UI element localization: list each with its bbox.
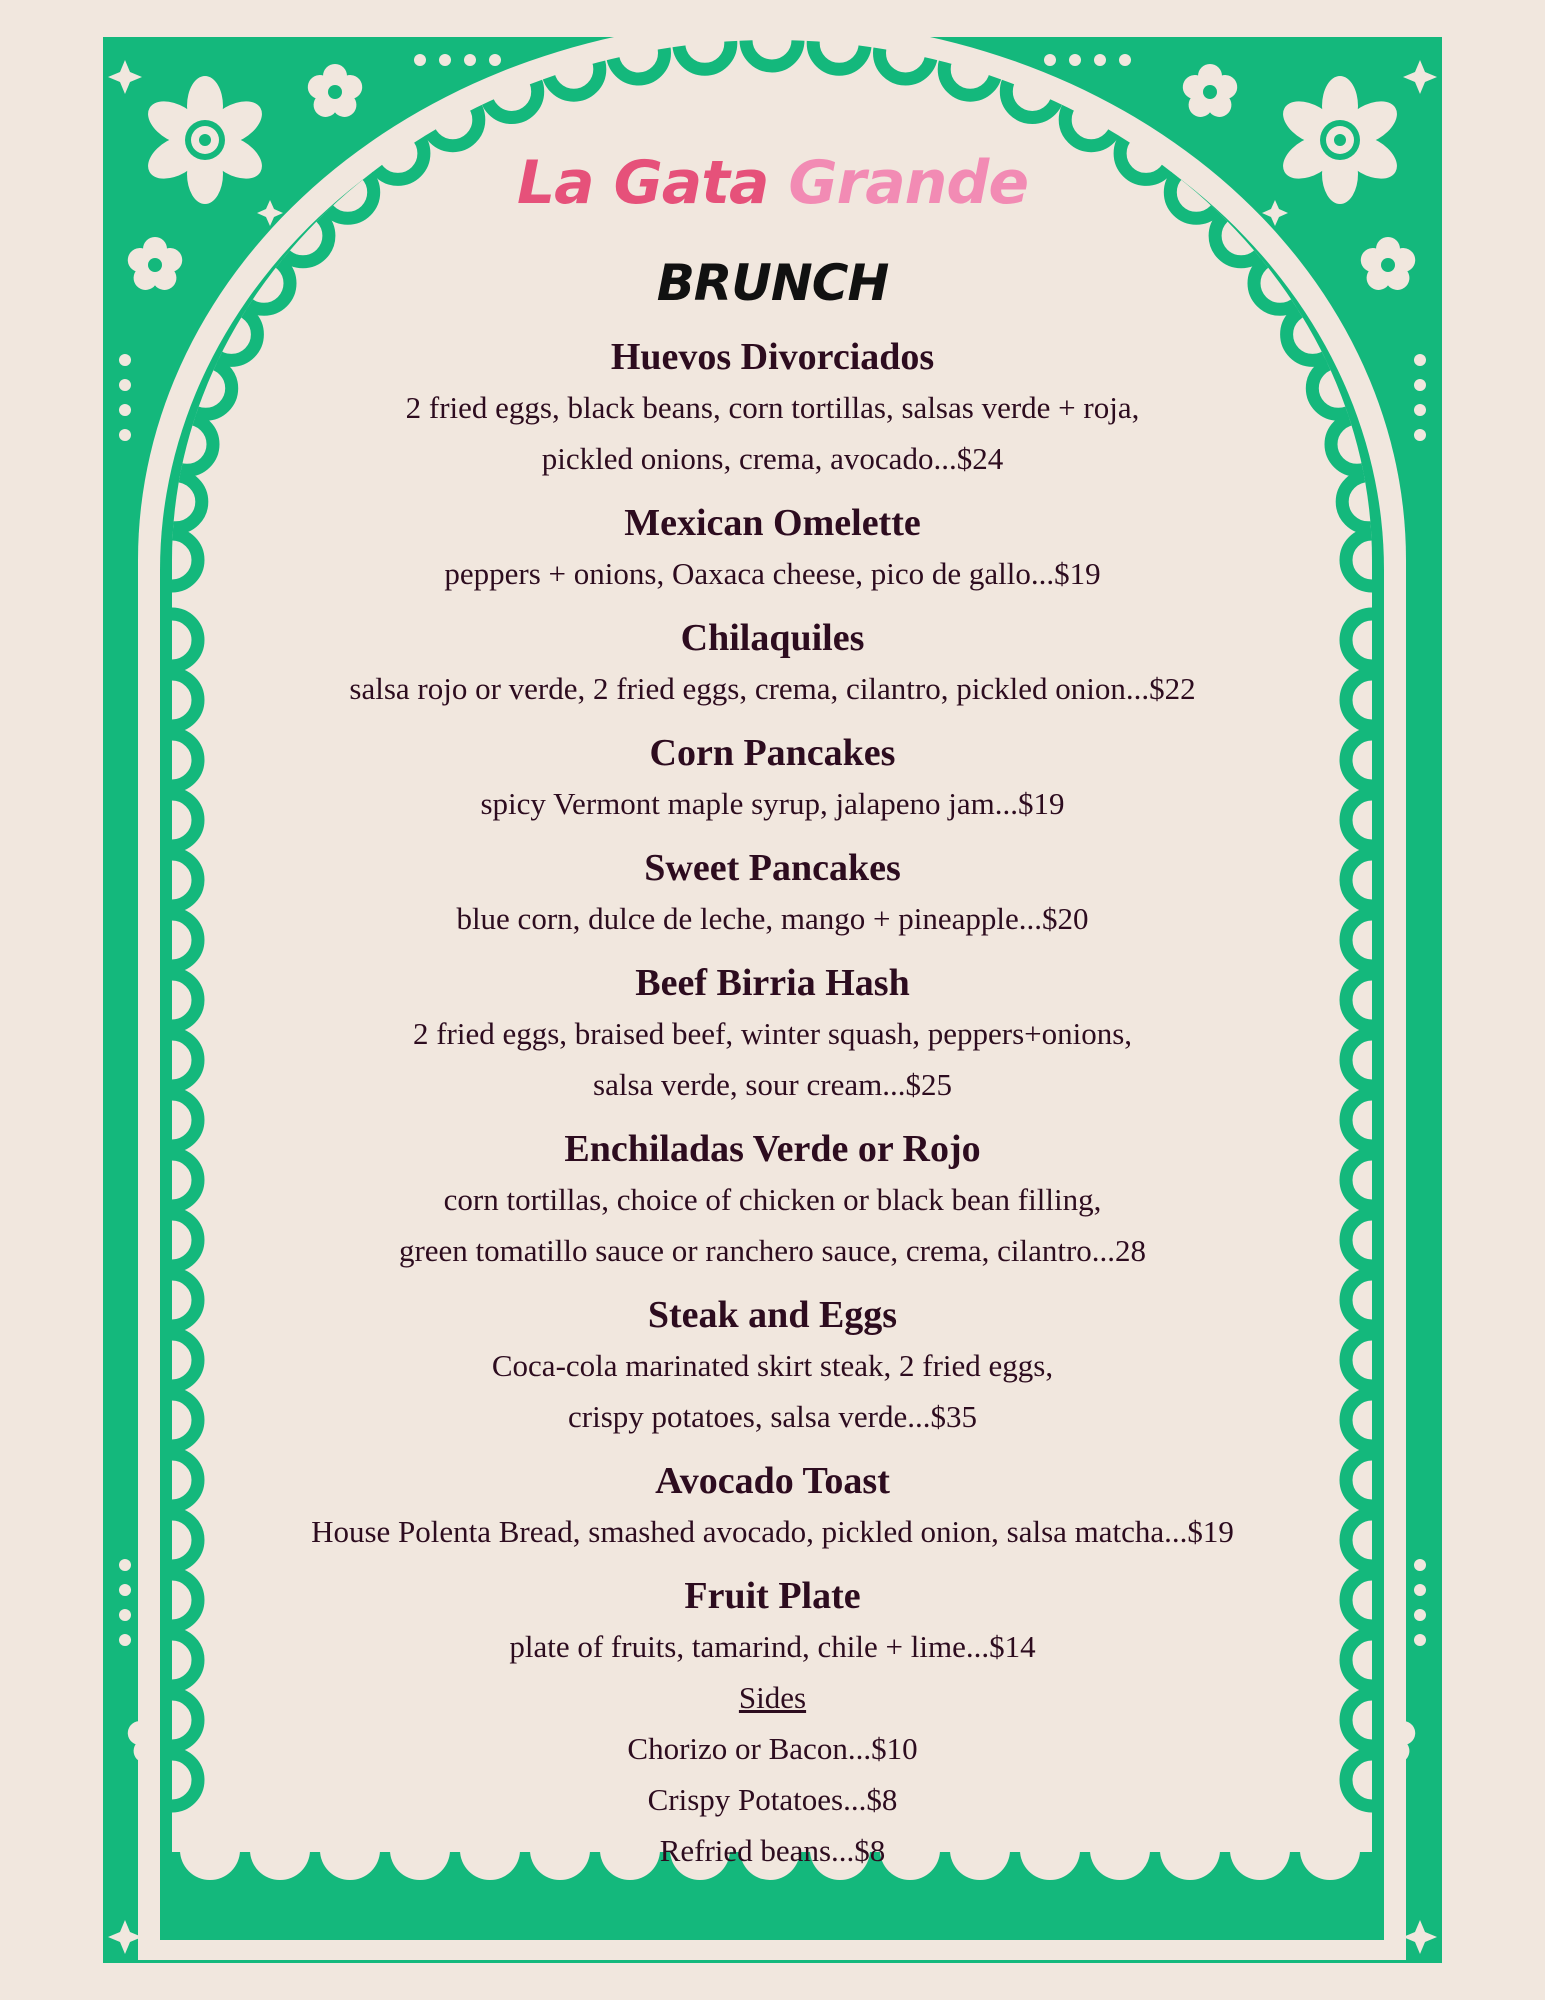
restaurant-name-part2: Grande bbox=[788, 148, 1029, 218]
restaurant-name-part1: La Gata bbox=[516, 148, 769, 218]
menu-items bbox=[200, 332, 1345, 1672]
item-description: corn tortillas, choice of chicken or black bean filling, bbox=[443, 1182, 1102, 1217]
item-name: Chilaquiles bbox=[680, 617, 865, 659]
menu-item bbox=[200, 498, 1345, 599]
menu-item bbox=[200, 1571, 1345, 1672]
item-description: blue corn, dulce de leche, mango + pineapple...$20 bbox=[456, 901, 1089, 936]
item-description: pickled onions, crema, avocado...$24 bbox=[541, 441, 1004, 476]
restaurant-name bbox=[200, 148, 1345, 218]
menu-content bbox=[200, 140, 1345, 1876]
side-item: Chorizo or Bacon...$10 bbox=[627, 1731, 918, 1766]
item-description: Coca-cola marinated skirt steak, 2 fried eggs, bbox=[491, 1348, 1054, 1383]
menu-item bbox=[200, 728, 1345, 829]
item-description: crispy potatoes, salsa verde...$35 bbox=[568, 1399, 977, 1434]
item-description: House Polenta Bread, smashed avocado, pickled onion, salsa matcha...$19 bbox=[311, 1514, 1234, 1549]
item-name: Beef Birria Hash bbox=[635, 962, 910, 1004]
sides-title: Sides bbox=[738, 1680, 807, 1715]
menu-item bbox=[200, 1290, 1345, 1442]
menu-item bbox=[200, 1124, 1345, 1276]
item-name: Sweet Pancakes bbox=[644, 847, 901, 889]
item-description: peppers + onions, Oaxaca cheese, pico de gallo...$19 bbox=[444, 556, 1101, 591]
item-name: Mexican Omelette bbox=[624, 502, 921, 544]
item-description: salsa verde, sour cream...$25 bbox=[593, 1067, 952, 1102]
menu-item bbox=[200, 958, 1345, 1110]
item-description: green tomatillo sauce or ranchero sauce, crema, cilantro...28 bbox=[398, 1233, 1147, 1268]
item-description: 2 fried eggs, braised beef, winter squash, peppers+onions, bbox=[412, 1016, 1133, 1051]
side-item: Crispy Potatoes...$8 bbox=[647, 1782, 898, 1817]
menu-item bbox=[200, 613, 1345, 714]
menu-item bbox=[200, 1456, 1345, 1557]
menu-title: BRUNCH bbox=[656, 254, 889, 312]
item-name: Fruit Plate bbox=[684, 1575, 861, 1617]
menu-item bbox=[200, 332, 1345, 484]
item-name: Enchiladas Verde or Rojo bbox=[564, 1128, 981, 1170]
menu-item bbox=[200, 843, 1345, 944]
side-item: Refried beans...$8 bbox=[659, 1833, 886, 1868]
item-name: Huevos Divorciados bbox=[610, 336, 935, 378]
item-description: spicy Vermont maple syrup, jalapeno jam...$19 bbox=[480, 786, 1065, 821]
item-name: Steak and Eggs bbox=[647, 1294, 898, 1336]
item-name: Corn Pancakes bbox=[649, 732, 896, 774]
item-name: Avocado Toast bbox=[655, 1460, 890, 1502]
item-description: plate of fruits, tamarind, chile + lime...$14 bbox=[509, 1629, 1036, 1664]
sides-section bbox=[200, 1672, 1345, 1876]
item-description: 2 fried eggs, black beans, corn tortillas, salsas verde + roja, bbox=[405, 390, 1140, 425]
item-description: salsa rojo or verde, 2 fried eggs, crema, cilantro, pickled onion...$22 bbox=[349, 671, 1196, 706]
